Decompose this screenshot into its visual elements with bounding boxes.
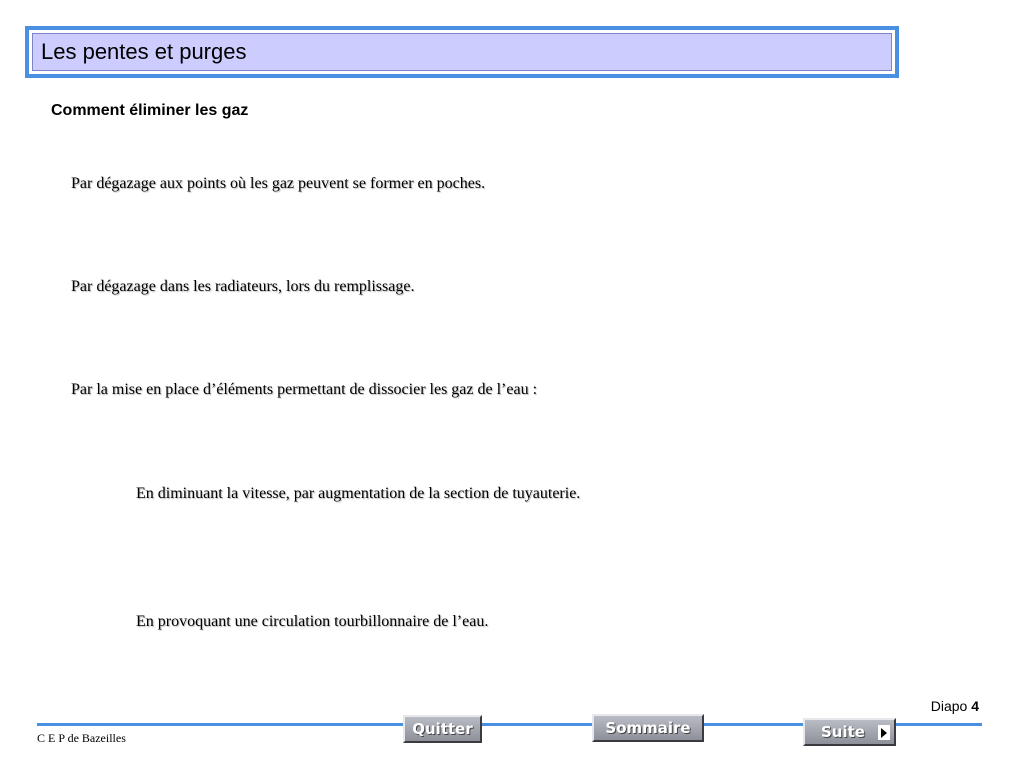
sub-paragraph-2: En provoquant une circulation tourbillonnaire de l’eau. [136, 613, 489, 630]
title-box [32, 33, 892, 71]
quit-button[interactable] [403, 715, 482, 743]
play-arrow-icon [878, 725, 890, 740]
paragraph-1: Par dégazage aux points où les gaz peuvent se former en poches. [71, 175, 486, 192]
next-button-label: Suite [821, 723, 865, 741]
slide-number [931, 698, 979, 714]
page-title: Les pentes et purges [41, 39, 247, 64]
slide-number-label: Diapo [930, 698, 968, 714]
paragraph-2: Par dégazage dans les radiateurs, lors du remplissage. [71, 278, 415, 295]
title-bar [25, 26, 899, 78]
paragraph-3: Par la mise en place d’éléments permettant de dissocier les gaz de l’eau : [71, 381, 538, 398]
summary-button-label: Sommaire [605, 719, 691, 737]
section-heading: Comment éliminer les gaz [51, 102, 249, 119]
summary-button[interactable] [592, 714, 704, 742]
next-button[interactable] [803, 718, 896, 746]
footer-organization: C E P de Bazeilles [37, 731, 126, 745]
slide-number-value: 4 [971, 698, 979, 714]
quit-button-label: Quitter [412, 720, 473, 738]
sub-paragraph-1: En diminuant la vitesse, par augmentation de la section de tuyauterie. [136, 485, 581, 502]
